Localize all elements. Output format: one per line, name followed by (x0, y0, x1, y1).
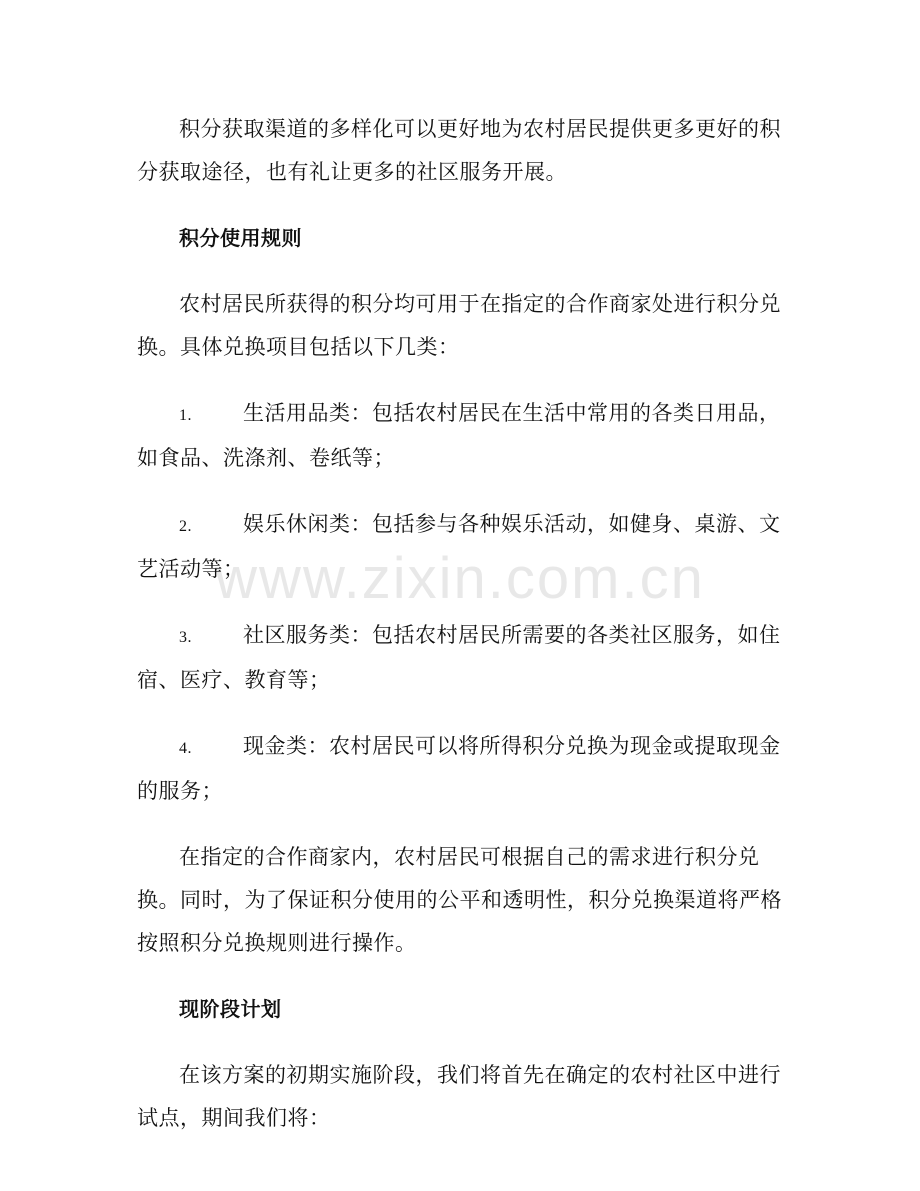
list-item-number: 4. (179, 740, 192, 757)
list-item-number: 1. (179, 407, 192, 424)
paragraph-redemption-fairness: 在指定的合作商家内，农村居民可根据自己的需求进行积分兑换。同时，为了保证积分使用的公平和透明性，积分兑换渠道将严格按照积分兑换规则进行操作。 (137, 845, 782, 955)
section-heading-usage-rules: 积分使用规则 (179, 226, 302, 250)
list-item-text: 生活用品类：包括农村居民在生活中常用的各类日用品，如食品、洗涤剂、卷纸等； (137, 401, 781, 470)
paragraph-points-channels: 积分获取渠道的多样化可以更好地为农村居民提供更多更好的积分获取途径，也有礼让更多的社区服务开展。 (137, 117, 781, 184)
list-item-text: 娱乐休闲类：包括参与各种娱乐活动，如健身、桌游、文艺活动等； (137, 512, 781, 581)
section-heading-current-plan: 现阶段计划 (179, 997, 282, 1021)
watermark: www.zixin.com.cn (215, 546, 705, 611)
paragraph-pilot-plan: 在该方案的初期实施阶段，我们将首先在确定的农村社区中进行试点，期间我们将： (137, 1063, 781, 1130)
list-item-number: 3. (179, 629, 192, 646)
list-item-text: 社区服务类：包括农村居民所需要的各类社区服务，如住宿、医疗、教育等； (137, 623, 781, 692)
list-item (137, 392, 787, 480)
list-item (137, 503, 787, 591)
list-item-number: 2. (179, 518, 192, 535)
list-item (137, 614, 787, 702)
paragraph-redemption-intro: 农村居民所获得的积分均可用于在指定的合作商家处进行积分兑换。具体兑换项目包括以下几类： (137, 292, 781, 359)
document-body (137, 108, 787, 1163)
list-item-text: 现金类：农村居民可以将所得积分兑换为现金或提取现金的服务； (137, 734, 781, 803)
list-item (137, 725, 787, 813)
